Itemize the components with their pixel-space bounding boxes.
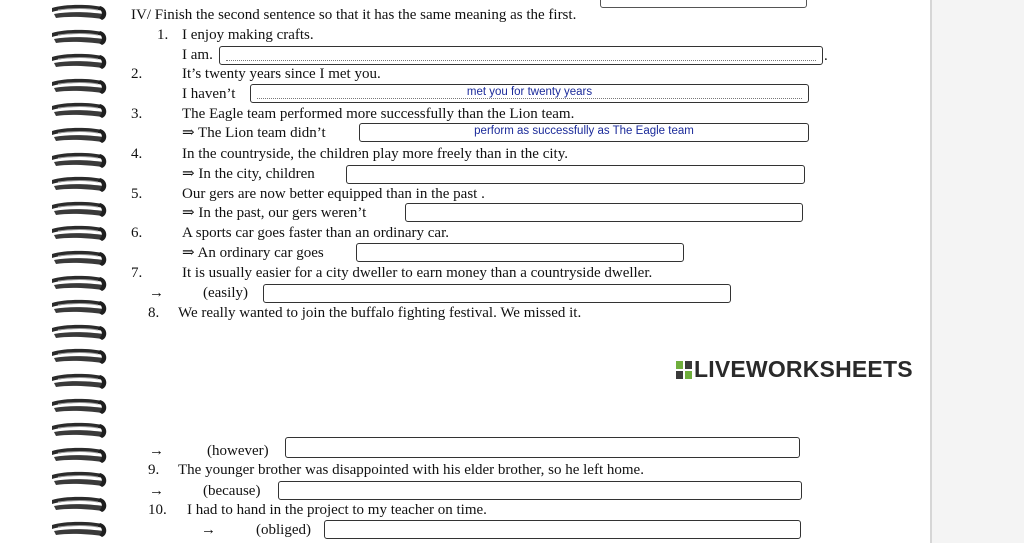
item-number: 6. [131,225,143,241]
item-number: 5. [131,186,143,202]
item-number: 7. [131,265,143,281]
answer-input-7[interactable] [263,284,731,303]
binding-ring [44,322,110,344]
item-sentence: It’s twenty years since I met you. [182,66,381,82]
answer-input-4[interactable] [346,165,805,184]
exercise-heading: IV/ Finish the second sentence so that it has the same meaning as the first. [131,7,577,23]
item-sentence: I enjoy making crafts. [182,27,314,43]
item-sentence: The Eagle team performed more successfully than the Lion team. [182,106,575,122]
binding-ring [44,2,110,24]
item-number: 1. [157,27,169,43]
item-trailing-period: . [824,48,828,64]
item-number: 2. [131,66,143,82]
binding-ring [44,371,110,393]
item-sentence: The younger brother was disappointed with his elder brother, so he left home. [178,462,644,478]
binding-ring [44,297,110,319]
binding-ring [44,469,110,491]
binding-ring [44,346,110,368]
item-sentence: We really wanted to join the buffalo fighting festival. We missed it. [178,305,582,321]
binding-ring [44,174,110,196]
item-prompt: ⇒ In the city, children [182,166,315,182]
item-keyword: (obliged) [256,522,311,538]
binding-ring [44,519,110,541]
answer-input-5[interactable] [405,203,803,222]
binding-ring [44,51,110,73]
binding-ring [44,494,110,516]
item-keyword: (easily) [203,285,248,301]
answer-input-8[interactable] [285,437,800,458]
answer-input-9[interactable] [278,481,802,500]
page-edge [930,0,932,543]
item-number: 10. [148,502,167,518]
item-arrow: → [149,285,164,301]
item-arrow: → [149,483,164,499]
item-sentence: In the countryside, the children play more freely than in the city. [182,146,568,162]
item-sentence: Our gers are now better equipped than in the past . [182,186,485,202]
item-prompt: ⇒ An ordinary car goes [182,245,324,261]
binding-ring [44,76,110,98]
answer-input-10[interactable] [324,520,801,539]
item-prompt: ⇒ The Lion team didn’t [182,125,326,141]
binding-ring [44,248,110,270]
previous-answer-box[interactable] [600,0,807,8]
binding-ring [44,273,110,295]
item-number: 3. [131,106,143,122]
item-arrow: → [201,522,216,538]
answer-input-6[interactable] [356,243,684,262]
binding-ring [44,100,110,122]
binding-ring [44,27,110,49]
item-keyword: (however) [207,443,269,459]
binding-ring [44,445,110,467]
item-prompt: I haven’t [182,86,236,102]
item-keyword: (because) [203,483,261,499]
watermark-text: LIVEWORKSHEETS [694,356,913,382]
item-arrow: → [149,443,164,459]
binding-ring [44,125,110,147]
item-sentence: It is usually easier for a city dweller to earn money than a countryside dweller. [182,265,653,281]
binding-ring [44,396,110,418]
liveworksheets-logo [676,356,913,383]
binding-ring [44,150,110,172]
answer-input-1[interactable] [219,46,823,65]
item-prompt: I am. [182,47,213,63]
item-prompt: ⇒ In the past, our gers weren’t [182,205,367,221]
item-number: 9. [148,462,160,478]
item-sentence: I had to hand in the project to my teacher on time. [187,502,487,518]
liveworksheets-logo-icon [676,361,692,379]
item-number: 8. [148,305,160,321]
binding-ring [44,223,110,245]
binding-ring [44,420,110,442]
item-number: 4. [131,146,143,162]
answer-input-2[interactable]: met you for twenty years [250,84,809,103]
binding-ring [44,199,110,221]
answer-input-3[interactable]: perform as successfully as The Eagle team [359,123,809,142]
item-sentence: A sports car goes faster than an ordinary car. [182,225,449,241]
